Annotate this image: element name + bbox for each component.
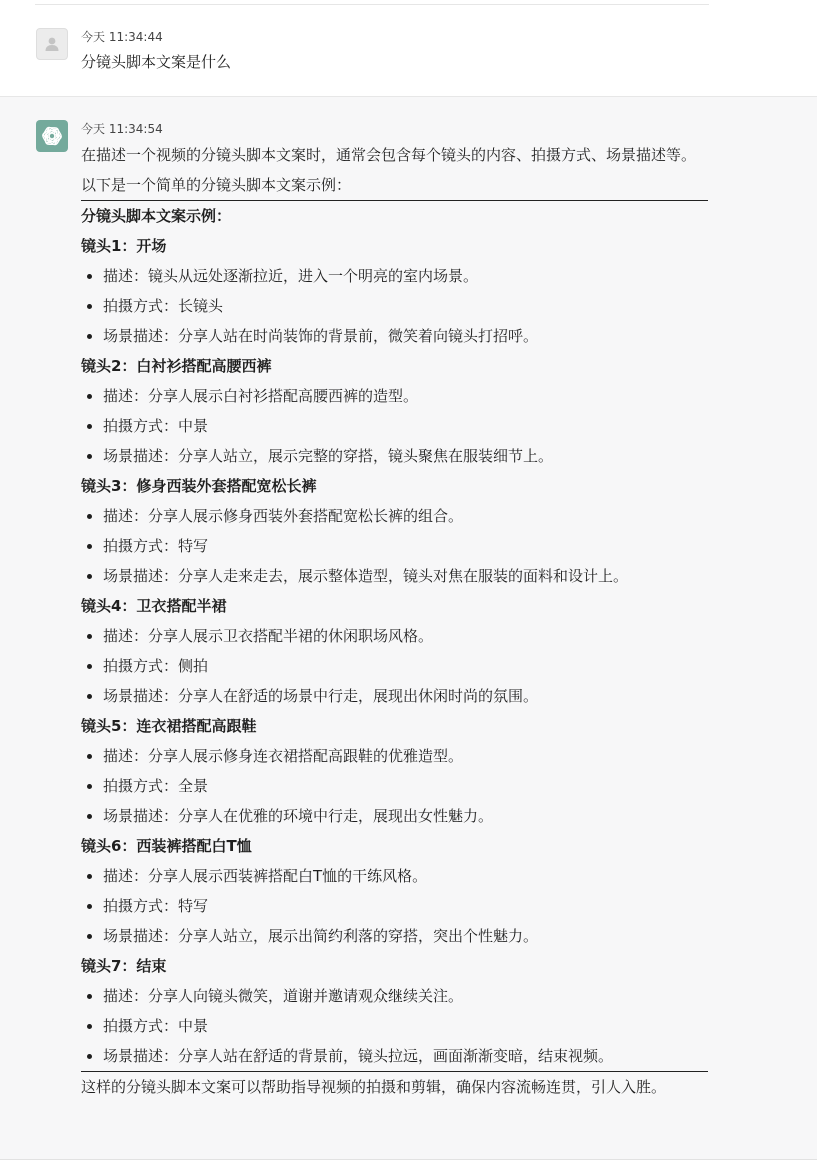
shot-title: 镜头1：开场 — [81, 237, 167, 255]
shot-item: 场景描述：分享人站立，展示完整的穿搭，镜头聚焦在服装细节上。 — [81, 441, 709, 471]
shot-section — [81, 231, 709, 351]
assistant-intro: 在描述一个视频的分镜头脚本文案时，通常会包含每个镜头的内容、拍摄方式、场景描述等。以下是一个简单的分镜头脚本文案示例： — [81, 146, 697, 194]
assistant-closing: 这样的分镜头脚本文案可以帮助指导视频的拍摄和剪辑，确保内容流畅连贯，引人入胜。 — [81, 1078, 667, 1096]
user-message-text: 分镜头脚本文案是什么 — [81, 53, 232, 71]
shot-item: 场景描述：分享人站立，展示出简约利落的穿搭，突出个性魅力。 — [81, 921, 709, 951]
shot-title: 镜头4：卫衣搭配半裙 — [81, 597, 227, 615]
shot-item: 场景描述：分享人走来走去，展示整体造型，镜头对焦在服装的面料和设计上。 — [81, 561, 709, 591]
assistant-message-time: 今天 11:34:54 — [81, 122, 163, 136]
shot-title: 镜头6：西装裤搭配白T恤 — [81, 837, 252, 855]
shot-item: 拍摄方式：侧拍 — [81, 651, 709, 681]
shot-item: 描述：分享人展示修身连衣裙搭配高跟鞋的优雅造型。 — [81, 741, 709, 771]
shot-item: 拍摄方式：全景 — [81, 771, 709, 801]
user-message-time: 今天 11:34:44 — [81, 30, 163, 44]
shot-title: 镜头2：白衬衫搭配高腰西裤 — [81, 357, 272, 375]
shot-item: 场景描述：分享人在优雅的环境中行走，展现出女性魅力。 — [81, 801, 709, 831]
shot-item: 描述：镜头从远处逐渐拉近，进入一个明亮的室内场景。 — [81, 261, 709, 291]
user-message — [0, 6, 817, 97]
shot-section — [81, 711, 709, 831]
shot-title: 镜头5：连衣裙搭配高跟鞋 — [81, 717, 257, 735]
shot-item: 描述：分享人展示修身西装外套搭配宽松长裤的组合。 — [81, 501, 709, 531]
openai-logo-icon — [41, 125, 63, 147]
shot-item: 拍摄方式：特写 — [81, 531, 709, 561]
assistant-avatar — [36, 120, 68, 152]
assistant-message-content — [81, 121, 709, 1102]
top-divider — [35, 4, 709, 5]
shot-title: 镜头3：修身西装外套搭配宽松长裤 — [81, 477, 317, 495]
shot-item: 拍摄方式：中景 — [81, 1011, 709, 1041]
shot-section — [81, 831, 709, 951]
shot-item: 描述：分享人展示西装裤搭配白T恤的干练风格。 — [81, 861, 709, 891]
assistant-message — [0, 97, 817, 1160]
shot-section — [81, 951, 709, 1071]
shot-item: 拍摄方式：特写 — [81, 891, 709, 921]
shot-item: 描述：分享人展示卫衣搭配半裙的休闲职场风格。 — [81, 621, 709, 651]
shot-item: 场景描述：分享人站在时尚装饰的背景前，微笑着向镜头打招呼。 — [81, 321, 709, 351]
shot-section — [81, 471, 709, 591]
shot-title: 镜头7：结束 — [81, 957, 167, 975]
user-avatar — [36, 28, 68, 60]
shot-item: 场景描述：分享人站在舒适的背景前，镜头拉远，画面渐渐变暗，结束视频。 — [81, 1041, 709, 1071]
shot-section — [81, 351, 709, 471]
shot-section — [81, 591, 709, 711]
shot-item: 拍摄方式：长镜头 — [81, 291, 709, 321]
user-message-content — [81, 29, 709, 73]
shot-item: 描述：分享人展示白衬衫搭配高腰西裤的造型。 — [81, 381, 709, 411]
shot-item: 描述：分享人向镜头微笑，道谢并邀请观众继续关注。 — [81, 981, 709, 1011]
shot-item: 拍摄方式：中景 — [81, 411, 709, 441]
user-silhouette-icon — [43, 35, 61, 53]
section-title: 分镜头脚本文案示例： — [81, 207, 232, 225]
shot-item: 场景描述：分享人在舒适的场景中行走，展现出休闲时尚的氛围。 — [81, 681, 709, 711]
